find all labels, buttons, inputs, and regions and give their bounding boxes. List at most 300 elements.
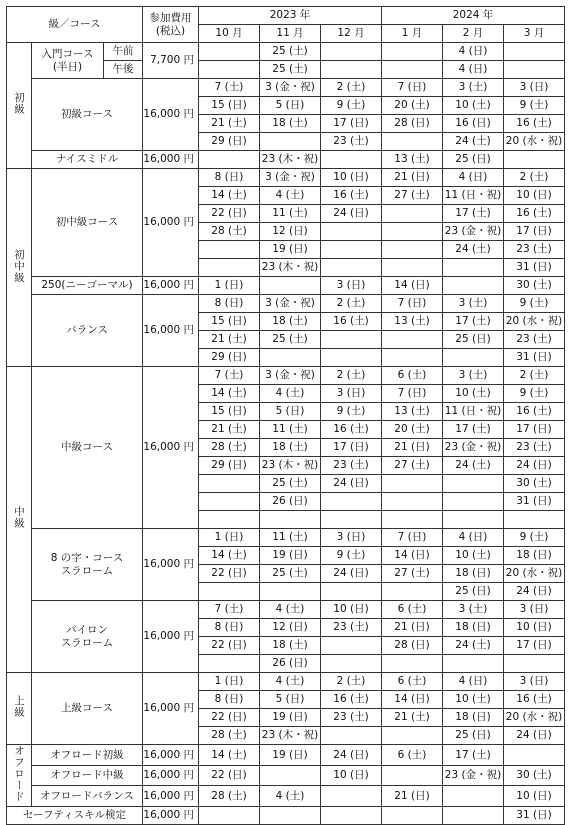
date-cell bbox=[443, 277, 504, 295]
date-cell bbox=[382, 583, 443, 601]
date-cell: 3 (日) bbox=[504, 673, 565, 691]
date-cell: 31 (日) bbox=[504, 259, 565, 277]
date-cell: 30 (土) bbox=[504, 277, 565, 295]
date-cell: 11 (日・祝) bbox=[443, 187, 504, 205]
date-cell: 8 (日) bbox=[199, 169, 260, 187]
date-cell: 21 (土) bbox=[199, 115, 260, 133]
date-cell: 5 (日) bbox=[260, 691, 321, 709]
date-cell bbox=[382, 511, 443, 529]
date-cell bbox=[321, 637, 382, 655]
month-header: 11 月 bbox=[260, 25, 321, 43]
course-fee: 16,000 円 bbox=[143, 367, 199, 529]
month-header: 12 月 bbox=[321, 25, 382, 43]
date-cell: 4 (日) bbox=[443, 43, 504, 61]
date-cell: 10 (日) bbox=[321, 601, 382, 619]
date-cell: 16 (土) bbox=[504, 115, 565, 133]
date-cell bbox=[199, 151, 260, 169]
course-name bbox=[32, 169, 143, 277]
date-cell bbox=[504, 511, 565, 529]
date-cell: 3 (土) bbox=[443, 601, 504, 619]
date-cell: 31 (日) bbox=[504, 349, 565, 367]
course-fee: 16,000 円 bbox=[143, 169, 199, 277]
level-label bbox=[7, 673, 32, 745]
date-cell: 31 (日) bbox=[504, 493, 565, 511]
course-name bbox=[32, 277, 143, 295]
table-row bbox=[7, 673, 565, 691]
date-cell: 28 (日) bbox=[382, 637, 443, 655]
date-cell: 3 (日) bbox=[504, 79, 565, 97]
date-cell: 12 (日) bbox=[260, 223, 321, 241]
date-cell: 20 (水・祝) bbox=[504, 133, 565, 151]
date-cell: 22 (日) bbox=[199, 765, 260, 786]
date-cell: 25 (日) bbox=[443, 583, 504, 601]
date-cell: 11 (土) bbox=[260, 205, 321, 223]
date-cell: 23 (土) bbox=[321, 619, 382, 637]
date-cell bbox=[504, 745, 565, 766]
date-cell: 24 (日) bbox=[321, 205, 382, 223]
date-cell: 9 (土) bbox=[321, 97, 382, 115]
date-cell bbox=[504, 151, 565, 169]
date-cell bbox=[199, 493, 260, 511]
course-name bbox=[32, 601, 143, 673]
date-cell bbox=[382, 806, 443, 824]
level-label-text: 初中級 bbox=[13, 248, 26, 284]
date-cell: 7 (日) bbox=[382, 385, 443, 403]
date-cell: 1 (日) bbox=[199, 673, 260, 691]
date-cell: 21 (日) bbox=[382, 619, 443, 637]
date-cell: 4 (土) bbox=[260, 673, 321, 691]
date-cell: 21 (日) bbox=[382, 786, 443, 807]
date-cell: 3 (金・祝) bbox=[260, 295, 321, 313]
month-header: 3 月 bbox=[504, 25, 565, 43]
date-cell bbox=[199, 61, 260, 79]
course-name-line: スラローム bbox=[60, 564, 114, 577]
month-header: 2 月 bbox=[443, 25, 504, 43]
date-cell: 13 (土) bbox=[382, 151, 443, 169]
date-cell: 23 (土) bbox=[321, 709, 382, 727]
course-name-line: 250(ニーゴーマル) bbox=[41, 279, 133, 292]
date-cell bbox=[321, 43, 382, 61]
date-cell: 3 (金・祝) bbox=[260, 169, 321, 187]
date-cell bbox=[382, 259, 443, 277]
schedule-body bbox=[7, 43, 565, 825]
date-cell bbox=[199, 511, 260, 529]
date-cell bbox=[382, 727, 443, 745]
date-cell bbox=[321, 223, 382, 241]
date-cell: 24 (土) bbox=[443, 241, 504, 259]
date-cell bbox=[260, 511, 321, 529]
date-cell bbox=[382, 349, 443, 367]
date-cell: 18 (土) bbox=[260, 313, 321, 331]
date-cell: 22 (日) bbox=[199, 565, 260, 583]
date-cell bbox=[321, 241, 382, 259]
date-cell: 18 (日) bbox=[443, 709, 504, 727]
date-cell: 17 (日) bbox=[504, 637, 565, 655]
date-cell bbox=[260, 349, 321, 367]
date-cell: 8 (日) bbox=[199, 619, 260, 637]
course-name-line: (半日) bbox=[52, 60, 83, 73]
date-cell: 3 (日) bbox=[321, 277, 382, 295]
date-cell: 17 (日) bbox=[504, 421, 565, 439]
course-column-header: 級／コース bbox=[7, 7, 143, 43]
date-cell bbox=[504, 655, 565, 673]
date-cell: 16 (土) bbox=[321, 691, 382, 709]
date-cell: 10 (土) bbox=[443, 547, 504, 565]
date-cell: 3 (日) bbox=[504, 601, 565, 619]
date-cell: 15 (日) bbox=[199, 403, 260, 421]
date-cell: 7 (日) bbox=[382, 529, 443, 547]
course-name-line: バランス bbox=[66, 324, 108, 337]
date-cell: 8 (日) bbox=[199, 295, 260, 313]
date-cell: 21 (日) bbox=[382, 439, 443, 457]
date-cell bbox=[382, 223, 443, 241]
date-cell: 14 (日) bbox=[382, 691, 443, 709]
course-fee: 16,000 円 bbox=[143, 786, 199, 807]
course-name bbox=[32, 673, 143, 745]
date-cell: 3 (金・祝) bbox=[260, 79, 321, 97]
date-cell: 14 (土) bbox=[199, 745, 260, 766]
date-cell: 10 (日) bbox=[321, 765, 382, 786]
date-cell bbox=[321, 806, 382, 824]
date-cell: 25 (土) bbox=[260, 565, 321, 583]
date-cell: 4 (日) bbox=[443, 673, 504, 691]
date-cell bbox=[321, 727, 382, 745]
date-cell: 3 (日) bbox=[321, 529, 382, 547]
date-cell: 25 (日) bbox=[443, 151, 504, 169]
date-cell: 11 (土) bbox=[260, 529, 321, 547]
date-cell bbox=[382, 331, 443, 349]
date-cell: 27 (土) bbox=[382, 457, 443, 475]
date-cell: 24 (日) bbox=[321, 565, 382, 583]
date-cell: 16 (日) bbox=[443, 115, 504, 133]
table-row bbox=[7, 367, 565, 385]
date-cell: 19 (日) bbox=[260, 547, 321, 565]
date-cell bbox=[443, 511, 504, 529]
date-cell bbox=[382, 241, 443, 259]
header-row-years bbox=[7, 7, 565, 25]
safety-skill-test-name: セーフティスキル検定 bbox=[7, 806, 143, 824]
level-label-text: オフロード bbox=[13, 745, 26, 803]
level-label bbox=[7, 745, 32, 807]
course-name-line: オフロード中級 bbox=[50, 769, 124, 782]
date-cell: 27 (土) bbox=[382, 565, 443, 583]
table-row bbox=[7, 295, 565, 313]
date-cell bbox=[321, 259, 382, 277]
date-cell: 4 (日) bbox=[443, 529, 504, 547]
date-cell: 24 (土) bbox=[443, 637, 504, 655]
date-cell: 20 (水・祝) bbox=[504, 313, 565, 331]
table-row bbox=[7, 169, 565, 187]
course-name-line: ナイスミドル bbox=[55, 153, 119, 166]
course-name-line: スラローム bbox=[60, 636, 114, 649]
date-cell: 19 (日) bbox=[260, 709, 321, 727]
date-cell bbox=[260, 277, 321, 295]
level-label-text: 上級 bbox=[13, 695, 26, 719]
date-cell: 18 (日) bbox=[443, 565, 504, 583]
date-cell: 16 (土) bbox=[321, 421, 382, 439]
date-cell bbox=[382, 133, 443, 151]
course-name-line: 上級コース bbox=[61, 702, 113, 715]
date-cell: 1 (日) bbox=[199, 277, 260, 295]
date-cell: 25 (土) bbox=[260, 475, 321, 493]
year-2024-header: 2024 年 bbox=[382, 7, 565, 25]
date-cell: 24 (日) bbox=[321, 745, 382, 766]
date-cell: 17 (土) bbox=[443, 205, 504, 223]
date-cell: 21 (土) bbox=[199, 421, 260, 439]
month-header: 1 月 bbox=[382, 25, 443, 43]
course-name-line: 初級コース bbox=[61, 108, 113, 121]
date-cell: 18 (土) bbox=[260, 439, 321, 457]
date-cell bbox=[321, 583, 382, 601]
date-cell: 17 (日) bbox=[321, 439, 382, 457]
date-cell: 10 (土) bbox=[443, 691, 504, 709]
date-cell: 4 (日) bbox=[443, 61, 504, 79]
course-name bbox=[32, 367, 143, 529]
date-cell: 9 (土) bbox=[504, 385, 565, 403]
date-cell: 10 (日) bbox=[504, 619, 565, 637]
date-cell: 14 (土) bbox=[199, 385, 260, 403]
date-cell bbox=[382, 61, 443, 79]
date-cell: 9 (土) bbox=[321, 547, 382, 565]
date-cell bbox=[321, 655, 382, 673]
month-header: 10 月 bbox=[199, 25, 260, 43]
date-cell: 17 (日) bbox=[321, 115, 382, 133]
table-row bbox=[7, 79, 565, 97]
date-cell: 10 (土) bbox=[443, 385, 504, 403]
date-cell bbox=[321, 331, 382, 349]
date-cell: 15 (日) bbox=[199, 97, 260, 115]
date-cell: 2 (土) bbox=[504, 367, 565, 385]
date-cell: 16 (土) bbox=[504, 205, 565, 223]
date-cell: 4 (土) bbox=[260, 786, 321, 807]
date-cell: 24 (土) bbox=[443, 133, 504, 151]
course-fee: 16,000 円 bbox=[143, 151, 199, 169]
course-name-line: オフロード初級 bbox=[50, 748, 124, 761]
date-cell: 14 (日) bbox=[382, 547, 443, 565]
course-fee: 16,000 円 bbox=[143, 745, 199, 766]
date-cell: 20 (水・祝) bbox=[504, 709, 565, 727]
date-cell: 28 (土) bbox=[199, 223, 260, 241]
date-cell: 17 (土) bbox=[443, 745, 504, 766]
date-cell: 15 (日) bbox=[199, 313, 260, 331]
date-cell: 2 (土) bbox=[321, 79, 382, 97]
table-row bbox=[7, 529, 565, 547]
date-cell: 4 (日) bbox=[443, 169, 504, 187]
date-cell: 23 (木・祝) bbox=[260, 457, 321, 475]
course-name bbox=[32, 79, 143, 151]
date-cell: 9 (土) bbox=[504, 97, 565, 115]
date-cell: 14 (土) bbox=[199, 187, 260, 205]
date-cell: 19 (日) bbox=[260, 241, 321, 259]
date-cell: 31 (日) bbox=[504, 806, 565, 824]
date-cell: 18 (土) bbox=[260, 115, 321, 133]
course-name-line: オフロードバランス bbox=[40, 789, 134, 802]
session-label: 午前 bbox=[104, 43, 143, 61]
table-row bbox=[7, 745, 565, 766]
course-fee: 16,000 円 bbox=[143, 765, 199, 786]
date-cell: 25 (日) bbox=[443, 727, 504, 745]
date-cell: 23 (金・祝) bbox=[443, 765, 504, 786]
date-cell bbox=[443, 806, 504, 824]
date-cell: 16 (土) bbox=[321, 187, 382, 205]
date-cell: 3 (土) bbox=[443, 367, 504, 385]
date-cell: 9 (土) bbox=[504, 529, 565, 547]
level-label bbox=[7, 43, 32, 169]
date-cell bbox=[199, 583, 260, 601]
date-cell: 17 (土) bbox=[443, 313, 504, 331]
date-cell bbox=[199, 655, 260, 673]
safety-skill-test-fee: 16,000 円 bbox=[143, 806, 199, 824]
date-cell: 23 (土) bbox=[504, 241, 565, 259]
date-cell: 25 (土) bbox=[260, 43, 321, 61]
date-cell bbox=[321, 151, 382, 169]
date-cell: 22 (日) bbox=[199, 205, 260, 223]
table-row bbox=[7, 786, 565, 807]
date-cell: 24 (日) bbox=[504, 457, 565, 475]
date-cell: 9 (土) bbox=[321, 403, 382, 421]
fee-header-line1: 参加費用 bbox=[149, 12, 192, 25]
date-cell: 29 (日) bbox=[199, 457, 260, 475]
date-cell: 4 (土) bbox=[260, 187, 321, 205]
date-cell: 26 (日) bbox=[260, 493, 321, 511]
course-name-line: パイロン bbox=[66, 624, 108, 637]
table-row bbox=[7, 43, 565, 61]
date-cell: 5 (日) bbox=[260, 403, 321, 421]
course-fee: 16,000 円 bbox=[143, 601, 199, 673]
date-cell: 28 (土) bbox=[199, 727, 260, 745]
date-cell: 23 (土) bbox=[504, 331, 565, 349]
date-cell: 6 (土) bbox=[382, 673, 443, 691]
date-cell bbox=[260, 583, 321, 601]
date-cell: 20 (水・祝) bbox=[504, 565, 565, 583]
date-cell bbox=[321, 349, 382, 367]
date-cell: 25 (土) bbox=[260, 331, 321, 349]
date-cell: 17 (日) bbox=[504, 223, 565, 241]
date-cell: 6 (土) bbox=[382, 601, 443, 619]
date-cell: 2 (土) bbox=[321, 295, 382, 313]
date-cell bbox=[260, 765, 321, 786]
table-row bbox=[7, 765, 565, 786]
date-cell: 24 (日) bbox=[504, 727, 565, 745]
date-cell: 23 (土) bbox=[504, 439, 565, 457]
date-cell: 10 (日) bbox=[504, 187, 565, 205]
course-name-line: 入門コース bbox=[41, 48, 94, 61]
date-cell: 18 (日) bbox=[504, 547, 565, 565]
date-cell: 16 (土) bbox=[504, 403, 565, 421]
date-cell: 7 (土) bbox=[199, 601, 260, 619]
date-cell bbox=[382, 655, 443, 673]
date-cell: 7 (土) bbox=[199, 79, 260, 97]
date-cell: 23 (金・祝) bbox=[443, 439, 504, 457]
date-cell: 2 (土) bbox=[321, 673, 382, 691]
year-2023-header: 2023 年 bbox=[199, 7, 382, 25]
date-cell bbox=[199, 259, 260, 277]
course-name bbox=[32, 786, 143, 807]
date-cell bbox=[321, 511, 382, 529]
date-cell: 23 (木・祝) bbox=[260, 727, 321, 745]
date-cell: 21 (土) bbox=[199, 331, 260, 349]
date-cell: 23 (土) bbox=[321, 457, 382, 475]
date-cell: 17 (土) bbox=[443, 421, 504, 439]
date-cell: 16 (土) bbox=[321, 313, 382, 331]
date-cell: 30 (土) bbox=[504, 475, 565, 493]
date-cell: 19 (日) bbox=[260, 745, 321, 766]
date-cell: 16 (土) bbox=[504, 691, 565, 709]
course-fee: 16,000 円 bbox=[143, 79, 199, 151]
date-cell: 29 (日) bbox=[199, 349, 260, 367]
date-cell: 4 (土) bbox=[260, 601, 321, 619]
date-cell: 24 (日) bbox=[321, 475, 382, 493]
date-cell: 1 (日) bbox=[199, 529, 260, 547]
date-cell: 10 (土) bbox=[443, 97, 504, 115]
date-cell: 29 (日) bbox=[199, 133, 260, 151]
course-name-line: 8 の字・コース bbox=[50, 552, 124, 565]
date-cell bbox=[443, 475, 504, 493]
fee-header-line2: (税込) bbox=[155, 24, 186, 37]
date-cell bbox=[504, 43, 565, 61]
date-cell: 3 (日) bbox=[321, 385, 382, 403]
date-cell bbox=[382, 475, 443, 493]
date-cell: 25 (土) bbox=[260, 61, 321, 79]
session-label: 午後 bbox=[104, 61, 143, 79]
date-cell: 11 (日・祝) bbox=[443, 403, 504, 421]
date-cell: 21 (土) bbox=[382, 709, 443, 727]
level-label-text: 初級 bbox=[13, 92, 26, 116]
date-cell: 7 (日) bbox=[382, 295, 443, 313]
date-cell: 25 (日) bbox=[443, 331, 504, 349]
level-label bbox=[7, 169, 32, 367]
fee-column-header bbox=[143, 7, 199, 43]
table-row bbox=[7, 151, 565, 169]
date-cell: 20 (土) bbox=[382, 421, 443, 439]
date-cell bbox=[199, 43, 260, 61]
date-cell: 10 (日) bbox=[504, 786, 565, 807]
date-cell: 28 (土) bbox=[199, 439, 260, 457]
date-cell bbox=[199, 475, 260, 493]
date-cell: 24 (土) bbox=[443, 457, 504, 475]
date-cell: 5 (日) bbox=[260, 97, 321, 115]
date-cell bbox=[382, 493, 443, 511]
date-cell bbox=[382, 43, 443, 61]
date-cell bbox=[199, 241, 260, 259]
date-cell bbox=[321, 786, 382, 807]
course-name bbox=[32, 765, 143, 786]
date-cell: 30 (土) bbox=[504, 765, 565, 786]
date-cell: 22 (日) bbox=[199, 709, 260, 727]
date-cell bbox=[199, 806, 260, 824]
table-row bbox=[7, 277, 565, 295]
date-cell: 21 (日) bbox=[382, 169, 443, 187]
course-fee: 16,000 円 bbox=[143, 673, 199, 745]
date-cell bbox=[504, 61, 565, 79]
course-fee: 7,700 円 bbox=[143, 43, 199, 79]
date-cell bbox=[382, 205, 443, 223]
course-fee: 16,000 円 bbox=[143, 529, 199, 601]
date-cell bbox=[382, 765, 443, 786]
date-cell: 13 (土) bbox=[382, 313, 443, 331]
date-cell: 11 (土) bbox=[260, 421, 321, 439]
date-cell: 14 (日) bbox=[382, 277, 443, 295]
date-cell: 3 (土) bbox=[443, 295, 504, 313]
date-cell: 12 (日) bbox=[260, 619, 321, 637]
date-cell: 24 (日) bbox=[504, 583, 565, 601]
table-row bbox=[7, 806, 565, 824]
date-cell: 6 (土) bbox=[382, 367, 443, 385]
course-name bbox=[32, 43, 104, 79]
course-fee: 16,000 円 bbox=[143, 277, 199, 295]
date-cell: 6 (土) bbox=[382, 745, 443, 766]
date-cell bbox=[443, 786, 504, 807]
